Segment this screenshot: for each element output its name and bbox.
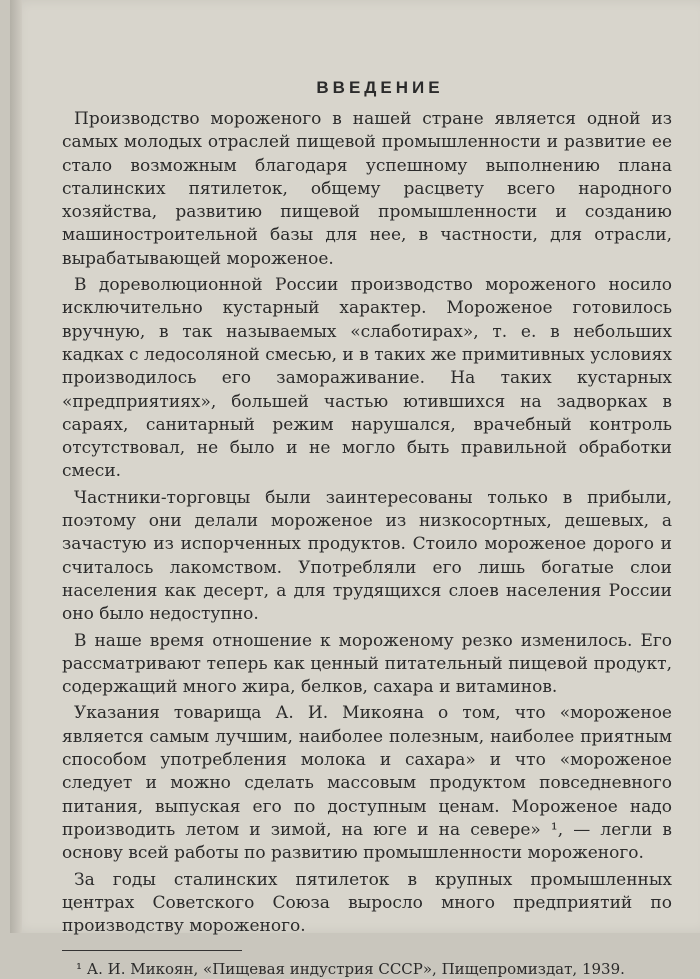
chapter-title: ВВЕДЕНИЕ xyxy=(316,78,444,97)
page-binding-edge xyxy=(10,0,22,933)
paragraph-5: Указания товарища А. И. Микояна о том, что «мороженое является самым лучшим, наиболее полезным, наиболее приятным способом употребления молока и сахара» и что «мороженое следует и можно сделать массовым продуктом повседневного питания, выпуская его по доступным ценам. Мороженое надо производить летом и зимой, на юге и на севере» ¹, — легли в основу всей работы по развитию промышленности мороженого. xyxy=(62,703,672,864)
page-content xyxy=(62,78,672,979)
paragraph-1: Производство мороженого в нашей стране является одной из самых молодых отраслей пищевой промышленности и развитие ее стало возможным благодаря успешному выполнению плана сталинских пятилеток, общему расцвету всего народного хозяйства, развитию пищевой промышленности и созданию машиностроительной базы для нее, в частности, для отрасли, вырабатывающей мороженое. xyxy=(62,109,672,269)
footnote-divider xyxy=(62,950,242,951)
paragraph-2: В дореволюционной России производство мороженого носило исключительно кустарный характер. Мороженое готовилось вручную, в так называемых «слаботирах», т. е. в небольших кадках с ледосоляной смесью, и в таких же примитивных условиях производилось его замораживание. На таких кустарных «предприятиях», большей частью ютившихся на задворках в сараях, санитарный режим нарушался, врачебный контроль отсутствовал, не было и не могло быть правильной обработки смеси. xyxy=(62,275,672,482)
footnote: ¹ А. И. Микоян, «Пищевая индустрия СССР», Пищепромиздат, 1939. xyxy=(76,960,625,979)
paragraph-3: Частники-торговцы были заинтересованы только в прибыли, поэтому они делали мороженое из низкосортных, дешевых, а зачастую из испорченных продуктов. Стоило мороженое дорого и считалось лакомством. Употребляли его лишь богатые слои населения как десерт, а для трудящихся слоев населения России оно было недоступно. xyxy=(62,487,672,625)
paragraph-4: В наше время отношение к мороженому резко изменилось. Его рассматривают теперь как ценный питательный пищевой продукт, содержащий много жира, белков, сахара и витаминов. xyxy=(62,630,672,698)
paragraph-6: За годы сталинских пятилеток в крупных промышленных центрах Советского Союза выросло много предприятий по производству мороженого. xyxy=(62,869,672,937)
book-page xyxy=(10,0,700,979)
